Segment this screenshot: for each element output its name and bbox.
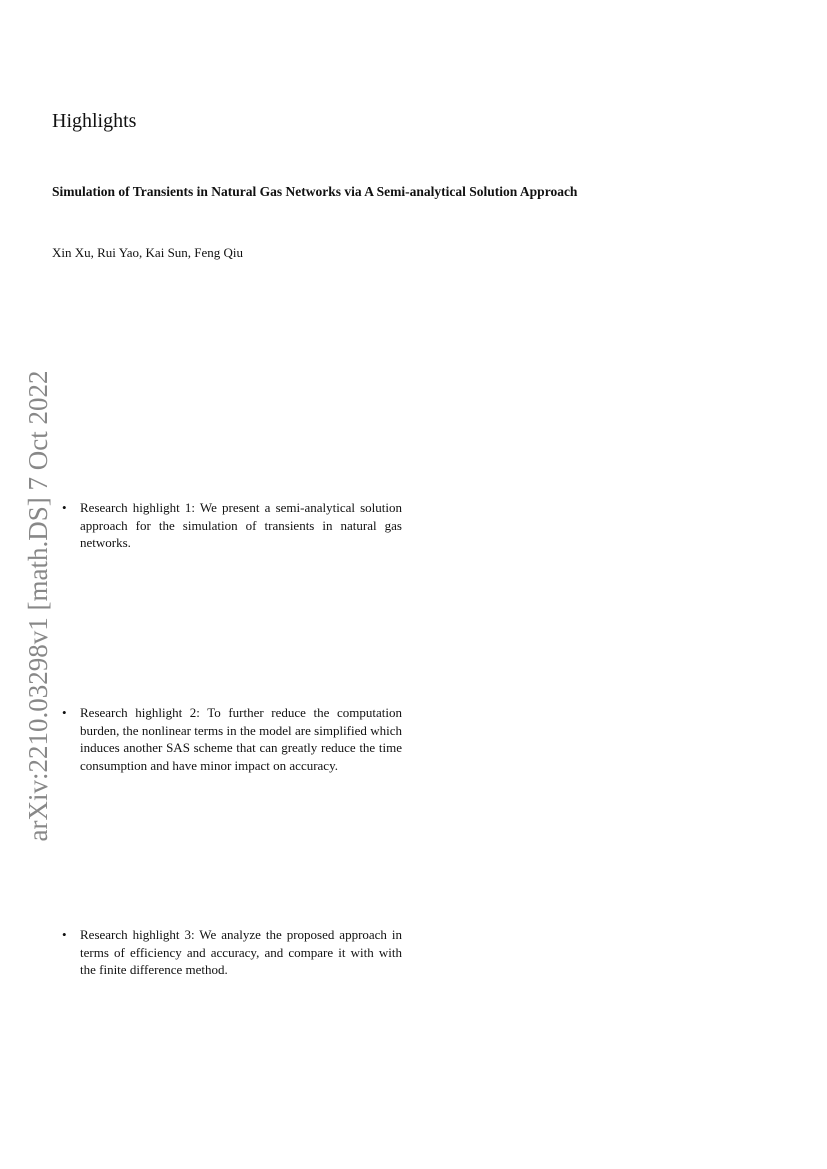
highlight-text: Research highlight 2: To further reduce the computation burden, the nonlinear terms in the model are simplified which induces another SAS scheme that can greatly reduce the time consumption and have minor impact on accuracy. <box>80 705 402 773</box>
paper-title: Simulation of Transients in Natural Gas Networks via A Semi-analytical Solution Approach <box>52 184 578 199</box>
highlight-text: Research highlight 1: We present a semi-analytical solution approach for the simulation of transients in natural gas networks. <box>80 500 402 550</box>
highlight-item <box>62 499 402 552</box>
bullet-icon: • <box>62 500 67 515</box>
bullet-icon: • <box>62 927 67 942</box>
bullet-icon: • <box>62 705 67 720</box>
arxiv-stamp: arXiv:2210.03298v1 [math.DS] 7 Oct 2022 <box>23 370 53 842</box>
highlight-item <box>62 704 402 774</box>
page-heading: Highlights <box>52 110 137 132</box>
author-list: Xin Xu, Rui Yao, Kai Sun, Feng Qiu <box>52 245 244 260</box>
highlight-text: Research highlight 3: We analyze the proposed approach in terms of efficiency and accuracy, and compare it with with the finite difference method. <box>80 927 402 977</box>
highlight-item <box>62 926 402 979</box>
